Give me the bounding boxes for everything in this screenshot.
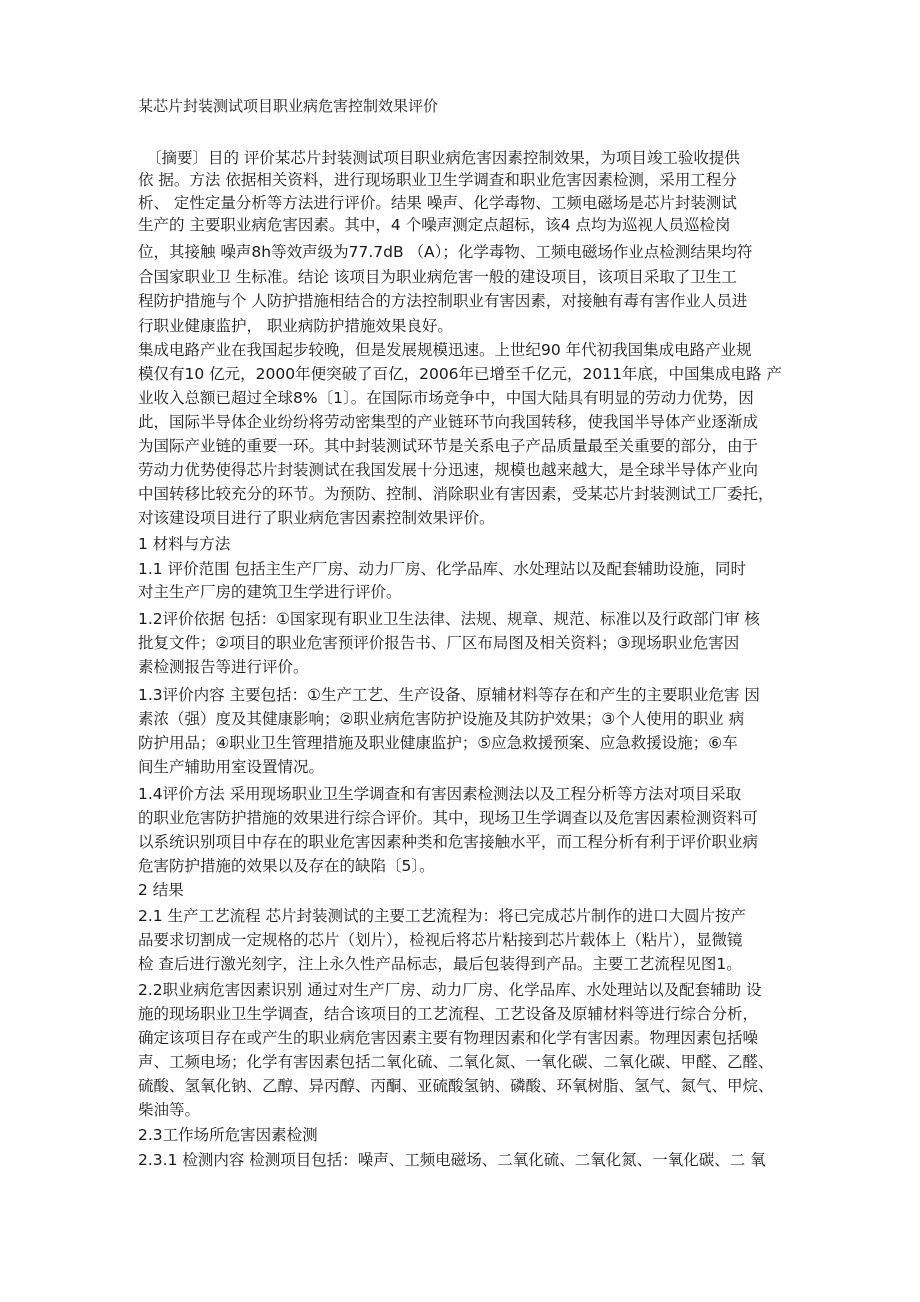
body-line: 确定该项目存在或产生的职业病危害因素主要有物理因素和化学有害因素。物理因素包括噪 xyxy=(138,1029,759,1047)
abstract-line: 析、 定性定量分析等方法进行评价。结果 噪声、化学毒物、工频电磁场是芯片封装测试 xyxy=(138,194,737,212)
body-line: 中国转移比较充分的环节。为预防、控制、消除职业有害因素，受某芯片封装测试工厂委托， xyxy=(138,485,774,503)
abstract-line: 行职业健康监护， 职业病防护措施效果良好。 xyxy=(138,317,453,335)
abstract-line: 程防护措施与个 人防护措施相结合的方法控制职业有害因素，对接触有毒有害作业人员进 xyxy=(138,292,748,310)
body-line: 柴油等。 xyxy=(138,1101,201,1119)
abstract-line: 合国家职业卫 生标准。结论 该项目为职业病危害一般的建设项目，该项目采取了卫生工 xyxy=(138,268,737,286)
body-line: 1.3评价内容 主要包括：①生产工艺、生产设备、原辅材料等存在和产生的主要职业危害 因 xyxy=(138,686,760,704)
body-line: 1.2评价依据 包括：①国家现有职业卫生法律、法规、规章、规范、标准以及行政部门审 核 xyxy=(138,610,760,628)
abstract-line: 生产的 主要职业病危害因素。其中，4 个噪声测定点超标，该4 点均为巡视人员巡检岗 xyxy=(138,216,731,234)
body-line: 间生产辅助用室设置情况。 xyxy=(138,758,325,776)
body-line: 为国际产业链的重要一环。其中封装测试环节是关系电子产品质量最至关重要的部分，由于 xyxy=(138,437,759,455)
body-line: 以系统识别项目中存在的职业危害因素种类和危害接触水平，而工程分析有利于评价职业病 xyxy=(138,833,759,851)
body-line: 业收入总额已超过全球8%〔1〕。在国际市场竞争中，中国大陆具有明显的劳动力优势，因 xyxy=(138,389,754,407)
section-heading: 1 材料与方法 xyxy=(138,535,231,553)
body-line: 检 查后进行激光刻字，注上永久性产品标志，最后包装得到产品。主要工艺流程见图1。 xyxy=(138,955,742,973)
abstract-line: 〔摘要〕目的 评价某芯片封装测试项目职业病危害因素控制效果，为项目竣工验收提供 xyxy=(146,149,740,167)
body-line: 素浓（强）度及其健康影响；②职业病危害防护设施及其防护效果；③个人使用的职业 病 xyxy=(138,710,745,728)
body-line: 劳动力优势使得芯片封装测试在我国发展十分迅速，规模也越来越大，是全球半导体产业向 xyxy=(138,461,759,479)
abstract-line: 位，其接触 噪声8h等效声级为77.7dB （A）；化学毒物、工频电磁场作业点检测结果均符 xyxy=(138,243,753,261)
body-line: 危害防护措施的效果以及存在的缺陷〔5〕。 xyxy=(138,857,435,875)
body-line: 硫酸、氢氧化钠、乙醇、异丙醇、丙酮、亚硫酸氢钠、磷酸、环氧树脂、氢气、氮气、甲烷、 xyxy=(138,1077,774,1095)
body-line: 对主生产厂房的建筑卫生学进行评价。 xyxy=(138,583,402,601)
document-title: 某芯片封装测试项目职业病危害控制效果评价 xyxy=(138,97,439,115)
body-line: 集成电路产业在我国起步较晚，但是发展规模迅速。上世纪90 年代初我国集成电路产业规 xyxy=(138,341,752,359)
body-line: 2.1 生产工艺流程 芯片封装测试的主要工艺流程为：将已完成芯片制作的进口大圆片按产 xyxy=(138,907,747,925)
body-line: 2.2职业病危害因素识别 通过对生产厂房、动力厂房、化学品库、水处理站以及配套辅助 设 xyxy=(138,981,762,999)
section-heading: 2 结果 xyxy=(138,881,184,899)
body-line: 批复文件；②项目的职业危害预评价报告书、厂区布局图及相关资料；③现场职业危害因 xyxy=(138,634,740,652)
abstract-line: 依 据。方法 依据相关资料，进行现场职业卫生学调查和职业危害因素检测，采用工程分 xyxy=(138,171,737,189)
body-line: 2.3.1 检测内容 检测项目包括：噪声、工频电磁场、二氧化硫、二氧化氮、一氧化碳、二 氧 xyxy=(138,1151,766,1169)
body-line: 声、工频电场；化学有害因素包括二氧化硫、二氧化氮、一氧化碳、二氧化碳、甲醛、乙醛、 xyxy=(138,1053,774,1071)
body-line: 品要求切割成一定规格的芯片（划片），检视后将芯片粘接到芯片载体上（粘片），显微镜 xyxy=(138,931,743,949)
body-line: 施的现场职业卫生学调查，结合该项目的工艺流程、工艺设备及原辅材料等进行综合分析， xyxy=(138,1005,759,1023)
body-line: 此，国际半导体企业纷纷将劳动密集型的产业链环节向我国转移，使我国半导体产业逐渐成 xyxy=(138,413,759,431)
body-line: 对该建设项目进行了职业病危害因素控制效果评价。 xyxy=(138,509,495,527)
body-line: 的职业危害防护措施的效果进行综合评价。其中，现场卫生学调查以及危害因素检测资料可 xyxy=(138,809,759,827)
body-line: 1.1 评价范围 包括主生产厂房、动力厂房、化学品库、水处理站以及配套辅助设施，同时 xyxy=(138,560,747,578)
body-line: 防护用品；④职业卫生管理措施及职业健康监护；⑤应急救援预案、应急救援设施；⑥车 xyxy=(138,734,738,752)
body-line: 1.4评价方法 采用现场职业卫生学调查和有害因素检测法以及工程分析等方法对项目采取 xyxy=(138,785,742,803)
body-line: 素检测报告等进行评价。 xyxy=(138,658,309,676)
section-heading: 2.3工作场所危害因素检测 xyxy=(138,1126,318,1144)
body-line: 模仅有10 亿元，2000年便突破了百亿，2006年已增至千亿元，2011年底，中国集成电路 产 xyxy=(138,365,782,383)
